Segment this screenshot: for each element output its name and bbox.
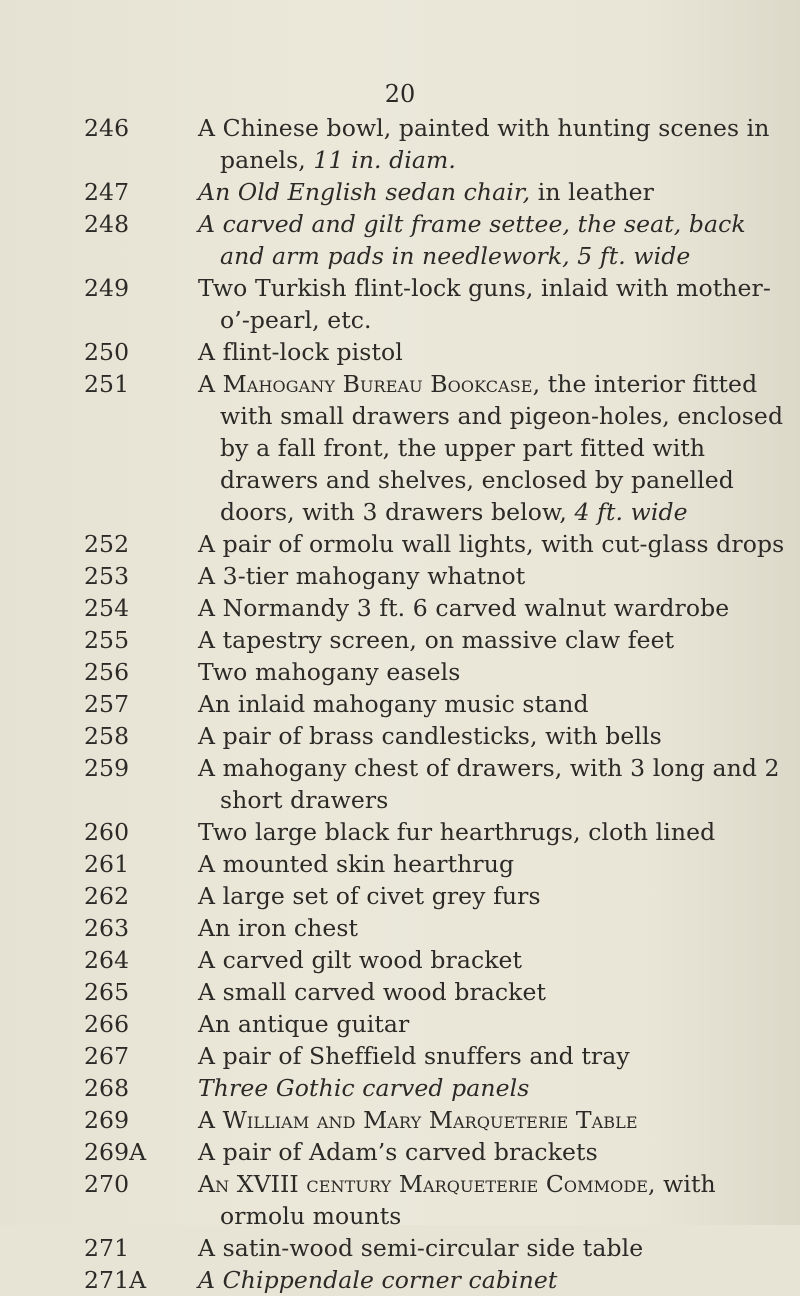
lot-entry bbox=[0, 1264, 800, 1296]
lot-number: 267 bbox=[84, 1042, 130, 1070]
lot-description bbox=[198, 1040, 796, 1072]
lot-description-text: A flint-lock pistol bbox=[198, 338, 403, 366]
lot-description bbox=[198, 336, 796, 368]
lot-entry bbox=[0, 368, 800, 528]
lot-entry bbox=[0, 720, 800, 752]
lot-description bbox=[198, 1008, 796, 1040]
lot-entry bbox=[0, 1232, 800, 1264]
lot-description bbox=[198, 688, 796, 720]
lot-entry bbox=[0, 816, 800, 848]
lot-description-text: An XVIII century Marqueterie Commode bbox=[198, 1170, 649, 1198]
lot-description-text: A 3-tier mahogany whatnot bbox=[198, 562, 526, 590]
lot-description bbox=[198, 720, 796, 752]
lot-entry bbox=[0, 752, 800, 816]
lot-entry bbox=[0, 624, 800, 656]
lot-description bbox=[198, 1264, 796, 1296]
lot-entry bbox=[0, 976, 800, 1008]
lot-description-text: A pair of Sheffield snuffers and tray bbox=[198, 1042, 630, 1070]
lot-description-text: A carved and gilt frame settee, the seat, back and arm pads in needlework, 5 ft. wide bbox=[198, 210, 746, 270]
lot-number: 249 bbox=[84, 274, 130, 302]
lot-entry bbox=[0, 1072, 800, 1104]
lot-description bbox=[198, 976, 796, 1008]
lot-number: 269 bbox=[84, 1106, 130, 1134]
lot-entry bbox=[0, 112, 800, 176]
lot-description-text: A mahogany chest of drawers, with 3 long and 2 short drawers bbox=[198, 754, 780, 814]
lot-description bbox=[198, 1072, 796, 1104]
lot-description bbox=[198, 912, 796, 944]
lot-entry bbox=[0, 1104, 800, 1136]
lot-description bbox=[198, 272, 796, 336]
lot-description-text: A Chinese bowl, painted with hunting scenes in panels, bbox=[198, 114, 770, 174]
lot-number: 257 bbox=[84, 690, 130, 718]
lot-description-text: A pair of Adam’s carved brackets bbox=[198, 1138, 598, 1166]
lot-description bbox=[198, 656, 796, 688]
lot-entry bbox=[0, 880, 800, 912]
page-number: 20 bbox=[384, 80, 416, 108]
lot-description-text: Two mahogany easels bbox=[198, 658, 461, 686]
lot-description-text: 11 in. diam. bbox=[313, 146, 456, 174]
lot-description bbox=[198, 1136, 796, 1168]
lot-number: 247 bbox=[84, 178, 130, 206]
lot-description bbox=[198, 112, 796, 176]
lot-description bbox=[198, 880, 796, 912]
lot-description-text: A pair of brass candlesticks, with bells bbox=[198, 722, 662, 750]
lot-number: 256 bbox=[84, 658, 130, 686]
lot-description-text: An iron chest bbox=[198, 914, 359, 942]
lot-description-text: , with ormolu mounts bbox=[220, 1170, 716, 1230]
lot-description-text: Three Gothic carved panels bbox=[198, 1074, 530, 1102]
lot-description bbox=[198, 1104, 796, 1136]
lot-description bbox=[198, 368, 796, 528]
lot-number: 270 bbox=[84, 1170, 130, 1198]
lot-description-text: A William and Mary Marqueterie Table bbox=[198, 1106, 638, 1134]
lot-number: 262 bbox=[84, 882, 130, 910]
lot-number: 260 bbox=[84, 818, 130, 846]
lot-entry bbox=[0, 1040, 800, 1072]
lot-description-text: Two Turkish flint-lock guns, inlaid with mother-o’-pearl, etc. bbox=[198, 274, 771, 334]
lot-description-text: A satin-wood semi-circular side table bbox=[198, 1234, 644, 1262]
lot-entry bbox=[0, 272, 800, 336]
lot-description-text: A mounted skin hearthrug bbox=[198, 850, 515, 878]
lot-description-text: An inlaid mahogany music stand bbox=[198, 690, 589, 718]
lot-description bbox=[198, 752, 796, 816]
lot-entry bbox=[0, 208, 800, 272]
lot-description-text: , the interior fitted with small drawers and pigeon-holes, enclosed by a fall front, the upper part fitted with drawers and shelves, enclosed by panelled doors, with 3 drawers below, bbox=[220, 370, 784, 526]
lot-description-text: A Chippendale corner cabinet bbox=[198, 1266, 558, 1294]
lot-description-text: A Normandy 3 ft. 6 carved walnut wardrobe bbox=[198, 594, 730, 622]
lot-number: 251 bbox=[84, 370, 130, 398]
lot-description bbox=[198, 624, 796, 656]
lot-description-text: A pair of ormolu wall lights, with cut-glass drops bbox=[198, 530, 785, 558]
lot-number: 269A bbox=[84, 1138, 147, 1166]
lot-number: 266 bbox=[84, 1010, 130, 1038]
lot-description-text: A tapestry screen, on massive claw feet bbox=[198, 626, 675, 654]
lot-description bbox=[198, 560, 796, 592]
lot-description bbox=[198, 592, 796, 624]
lot-number: 258 bbox=[84, 722, 130, 750]
lot-number: 261 bbox=[84, 850, 130, 878]
lot-description-text: An antique guitar bbox=[198, 1010, 410, 1038]
lot-number: 259 bbox=[84, 754, 130, 782]
lot-description bbox=[198, 1232, 796, 1264]
lot-number: 271A bbox=[84, 1266, 147, 1294]
lot-description-text: A large set of civet grey furs bbox=[198, 882, 541, 910]
lot-description bbox=[198, 848, 796, 880]
lot-entry bbox=[0, 1008, 800, 1040]
lot-description-text: A Mahogany Bureau Bookcase bbox=[198, 370, 533, 398]
lot-description bbox=[198, 1168, 796, 1232]
lot-entry bbox=[0, 528, 800, 560]
lot-number: 248 bbox=[84, 210, 130, 238]
lot-number: 253 bbox=[84, 562, 130, 590]
lot-entry bbox=[0, 560, 800, 592]
lot-number: 246 bbox=[84, 114, 130, 142]
lot-number: 250 bbox=[84, 338, 130, 366]
lot-number: 252 bbox=[84, 530, 130, 558]
lot-description bbox=[198, 528, 796, 560]
lot-description bbox=[198, 208, 796, 272]
lot-description-text: A carved gilt wood bracket bbox=[198, 946, 523, 974]
lot-description-text: in leather bbox=[530, 178, 655, 206]
lot-description bbox=[198, 816, 796, 848]
lot-entry bbox=[0, 176, 800, 208]
lot-entry bbox=[0, 656, 800, 688]
lot-entry bbox=[0, 336, 800, 368]
lot-number: 263 bbox=[84, 914, 130, 942]
lot-number: 271 bbox=[84, 1234, 130, 1262]
lot-entry bbox=[0, 848, 800, 880]
lot-entry bbox=[0, 1136, 800, 1168]
lot-entry bbox=[0, 944, 800, 976]
lot-entry bbox=[0, 1168, 800, 1232]
lot-description-text: 4 ft. wide bbox=[574, 498, 688, 526]
lot-description-text: An Old English sedan chair, bbox=[198, 178, 531, 206]
lot-number: 268 bbox=[84, 1074, 130, 1102]
lot-description bbox=[198, 176, 796, 208]
lot-number: 255 bbox=[84, 626, 130, 654]
lot-list bbox=[0, 112, 800, 1296]
lot-number: 265 bbox=[84, 978, 130, 1006]
lot-number: 264 bbox=[84, 946, 130, 974]
lot-number: 254 bbox=[84, 594, 130, 622]
lot-entry bbox=[0, 912, 800, 944]
lot-description-text: A small carved wood bracket bbox=[198, 978, 547, 1006]
lot-entry bbox=[0, 688, 800, 720]
lot-entry bbox=[0, 592, 800, 624]
lot-description-text: Two large black fur hearthrugs, cloth lined bbox=[198, 818, 716, 846]
lot-description bbox=[198, 944, 796, 976]
